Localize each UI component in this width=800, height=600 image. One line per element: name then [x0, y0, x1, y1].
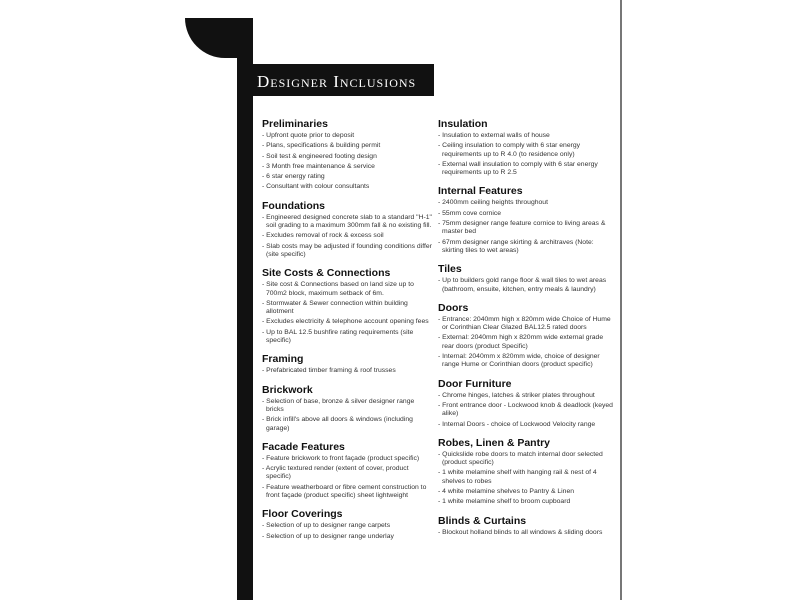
left-column [262, 118, 432, 549]
inclusion-item: - 3 Month free maintenance & service [262, 163, 432, 171]
section-internal-features [438, 185, 613, 255]
section-heading: Tiles [438, 263, 462, 276]
inclusion-list [262, 367, 432, 375]
inclusion-item: - Excludes removal of rock & excess soil [262, 232, 432, 240]
section-insulation [438, 118, 613, 177]
inclusion-item: - Entrance: 2040mm high x 820mm wide Choice of Hume or Corinthian Clear Glazed BAL12.5 rated doors [438, 316, 613, 333]
section-heading: Floor Coverings [262, 508, 343, 521]
section-doors [438, 302, 613, 370]
inclusion-item: - Internal Doors - choice of Lockwood Velocity range [438, 421, 613, 429]
inclusion-item: - Insulation to external walls of house [438, 132, 613, 140]
inclusion-list [438, 451, 613, 507]
section-robes-linen-pantry [438, 437, 613, 507]
inclusion-item: - Upfront quote prior to deposit [262, 132, 432, 140]
inclusion-list [438, 392, 613, 429]
title-banner [245, 64, 434, 96]
inclusion-item: - Engineered designed concrete slab to a standard "H-1" soil grading to a maximum 300mm fall & no existing fill. [262, 214, 432, 231]
section-heading: Framing [262, 353, 304, 366]
inclusion-item: - Acrylic textured render (extent of cover, product specific) [262, 465, 432, 482]
inclusion-list [262, 522, 432, 541]
page-edge [620, 0, 622, 600]
section-heading: Insulation [438, 118, 488, 130]
inclusion-item: - External wall insulation to comply with 6 star energy requirements up to R 2.5 [438, 161, 613, 178]
page-title: Designer Inclusions [257, 72, 417, 91]
inclusion-item: - Blockout holland blinds to all windows & sliding doors [438, 529, 613, 537]
inclusion-item: - Slab costs may be adjusted if founding conditions differ (site specific) [262, 243, 432, 260]
inclusion-list [262, 214, 432, 259]
inclusion-item: - Selection of up to designer range underlay [262, 533, 432, 541]
inclusion-list [262, 281, 432, 345]
section-brickwork [262, 384, 432, 433]
section-heading: Blinds & Curtains [438, 514, 527, 527]
section-heading: Door Furniture [438, 377, 512, 390]
inclusion-item: - Up to BAL 12.5 bushfire rating requirements (site specific) [262, 329, 432, 346]
inclusion-item: - Selection of up to designer range carpets [262, 522, 432, 530]
inclusion-item: - 6 star energy rating [262, 173, 432, 181]
inclusion-item: - 55mm cove cornice [438, 210, 613, 218]
inclusion-item: - Stormwater & Sewer connection within building allotment [262, 300, 432, 317]
section-foundations [262, 200, 432, 259]
inclusion-list [438, 132, 613, 177]
section-blinds-curtains [438, 515, 613, 537]
inclusion-item: - External: 2040mm high x 820mm wide external grade rear doors (product Specific) [438, 334, 613, 351]
inclusion-item: - Plans, specifications & building permit [262, 142, 432, 150]
section-heading: Foundations [262, 199, 325, 212]
inclusion-list [262, 132, 432, 192]
section-tiles [438, 263, 613, 294]
inclusion-item: - Chrome hinges, latches & striker plates throughout [438, 392, 613, 400]
inclusion-item: - Front entrance door - Lockwood knob & deadlock (keyed alike) [438, 402, 613, 419]
inclusion-item: - Soil test & engineered footing design [262, 153, 432, 161]
inclusion-item: - Internal: 2040mm x 820mm wide, choice of designer range Hume or Corinthian doors (product specific) [438, 353, 613, 370]
inclusion-list [438, 277, 613, 294]
inclusion-item: - 75mm designer range feature cornice to living areas & master bed [438, 220, 613, 237]
inclusion-item: - 1 white melamine shelf with hanging rail & nest of 4 shelves to robes [438, 469, 613, 486]
inclusion-list [262, 398, 432, 433]
section-heading: Internal Features [438, 185, 523, 198]
section-floor-coverings [262, 508, 432, 541]
section-heading: Doors [438, 301, 469, 314]
section-site-costs-connections [262, 267, 432, 345]
inclusion-item: - Prefabricated timber framing & roof trusses [262, 367, 432, 375]
inclusion-list [438, 529, 613, 537]
inclusion-item: - 4 white melamine shelves to Pantry & Linen [438, 488, 613, 496]
section-heading: Facade Features [262, 440, 345, 453]
section-framing [262, 353, 432, 375]
section-door-furniture [438, 378, 613, 429]
inclusion-item: - Site cost & Connections based on land size up to 700m2 block, maximum setback of 6m. [262, 281, 432, 298]
section-heading: Site Costs & Connections [262, 267, 391, 280]
inclusion-item: - 1 white melamine shelf to broom cupboard [438, 498, 613, 506]
inclusion-list [262, 455, 432, 500]
inclusion-item: - Selection of base, bronze & silver designer range bricks [262, 398, 432, 415]
inclusion-item: - 2400mm ceiling heights throughout [438, 199, 613, 207]
section-heading: Robes, Linen & Pantry [438, 436, 551, 449]
inclusion-item: - Up to builders gold range floor & wall tiles to wet areas (bathroom, ensuite, kitchen, entry meals & laundry) [438, 277, 613, 294]
section-heading: Preliminaries [262, 118, 328, 130]
inclusion-list [438, 316, 613, 370]
inclusion-item: - Feature brickwork to front façade (product specific) [262, 455, 432, 463]
section-heading: Brickwork [262, 383, 313, 396]
inclusion-item: - Quickslide robe doors to match internal door selected (product specific) [438, 451, 613, 468]
inclusion-list [438, 199, 613, 255]
inclusion-item: - Feature weatherboard or fibre cement construction to front façade (product specific) sheet lightweight [262, 484, 432, 501]
decorative-bar [237, 20, 253, 600]
inclusion-item: - 67mm designer range skirting & architraves (Note: skirting tiles to wet areas) [438, 239, 613, 256]
right-column [438, 118, 613, 545]
section-facade-features [262, 441, 432, 500]
section-preliminaries [262, 118, 432, 192]
inclusion-item: - Brick infill's above all doors & windows (including garage) [262, 416, 432, 433]
inclusion-item: - Excludes electricity & telephone account opening fees [262, 318, 432, 326]
inclusion-item: - Ceiling insulation to comply with 6 star energy requirements up to R 4.0 (to residence only) [438, 142, 613, 159]
inclusion-item: - Consultant with colour consultants [262, 183, 432, 191]
